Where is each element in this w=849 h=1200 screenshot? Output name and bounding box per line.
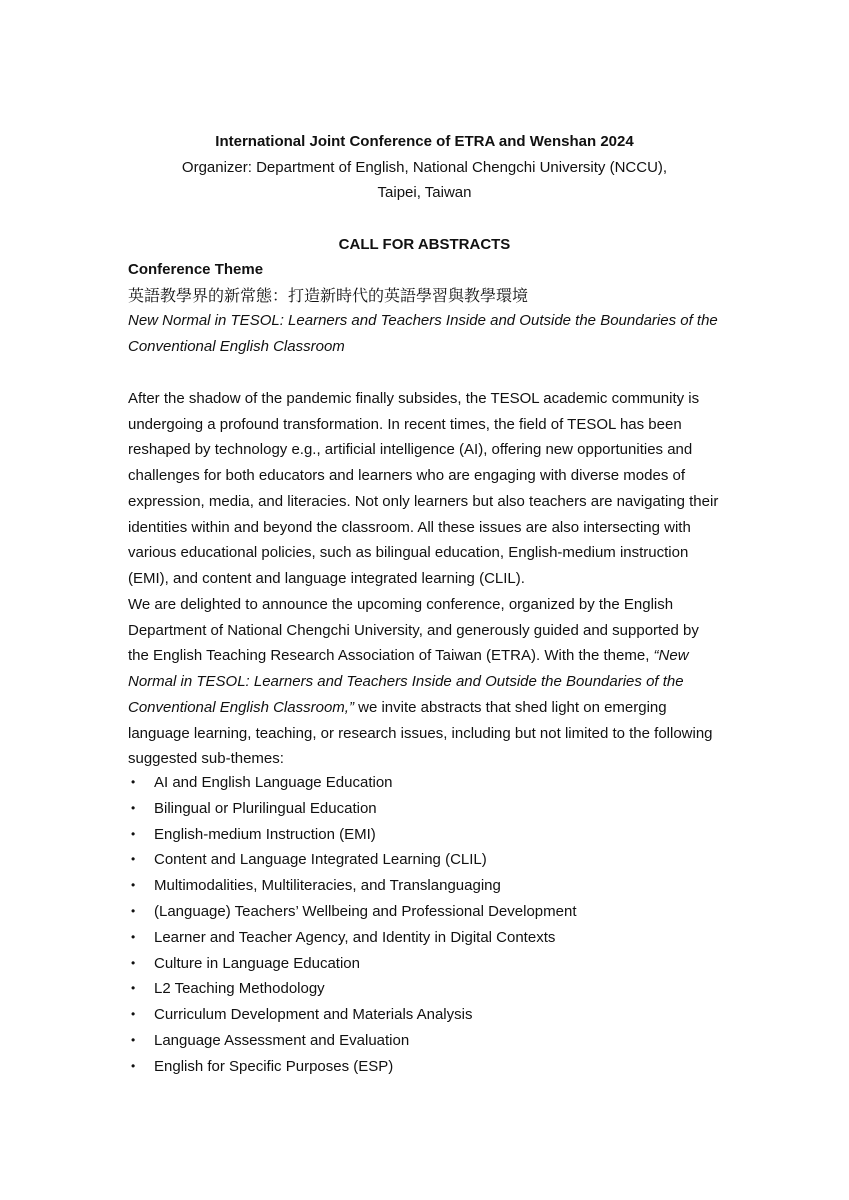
bullet-icon: • [131, 826, 136, 841]
list-item [128, 976, 728, 1002]
theme-chinese: 英語教學界的新常態：打造新時代的英語學習與教學環境 [128, 286, 529, 305]
subtheme-label: Content and Language Integrated Learning (CLIL) [154, 851, 487, 869]
subtheme-label: Curriculum Development and Materials Analysis [154, 1006, 473, 1024]
bullet-icon: • [131, 1007, 136, 1022]
intro-paragraph: After the shadow of the pandemic finally subsides, the TESOL academic community is undergoing a profound transformation. In recent times, the field of TESOL has been reshaped by technology e.g., artificial intelligence (AI), offering new opportunities and challenges for both educators and learners who are engaging with diverse modes of expression, media, and literacies. Not only learners but also teachers are navigating their identities within and beyond the classroom. All these issues are also intersecting with various educational policies, such as bilingual education, English-medium instruction (EMI), and content and language integrated learning (CLIL). [128, 390, 719, 587]
list-item [128, 1002, 728, 1028]
bullet-icon: • [131, 1032, 136, 1047]
announcement-text-start: We are delighted to announce the upcoming conference, organized by the English Department of National Chengchi University, and generously guided and supported by the English Teaching Research Association of Taiwan (ETRA). With the theme, [128, 596, 699, 665]
subtheme-label: Culture in Language Education [154, 954, 360, 972]
list-item [128, 925, 728, 951]
organizer-line-1: Organizer: Department of English, National Chengchi University (NCCU), [181, 159, 668, 176]
theme-label: Conference Theme [128, 261, 264, 278]
list-item [128, 847, 728, 873]
subtheme-label: English-medium Instruction (EMI) [154, 825, 376, 843]
announcement-paragraph [128, 592, 718, 772]
bullet-icon: • [131, 878, 136, 893]
bullet-icon: • [131, 955, 136, 970]
list-item [128, 951, 728, 977]
subtheme-label: (Language) Teachers’ Wellbeing and Professional Development [154, 902, 577, 920]
list-item [128, 822, 728, 848]
subtheme-label: Bilingual or Plurilingual Education [154, 799, 377, 817]
bullet-icon: • [131, 929, 136, 944]
subtheme-label: Multimodalities, Multiliteracies, and Translanguaging [154, 877, 501, 895]
subthemes-list [128, 770, 728, 1080]
bullet-icon: • [131, 1058, 136, 1073]
list-item [128, 899, 728, 925]
list-item [128, 873, 728, 899]
announcement-text-end: we invite abstracts that shed light on emerging language learning, teaching, or research issues, including but not limited to the following suggested sub-themes: [128, 698, 713, 768]
subtheme-label: Language Assessment and Evaluation [154, 1031, 410, 1049]
bullet-icon: • [131, 903, 136, 918]
subtheme-label: AI and English Language Education [154, 774, 393, 791]
list-item [128, 770, 728, 796]
subtheme-label: English for Specific Purposes (ESP) [154, 1057, 394, 1075]
announcement-theme-quote: “New Normal in TESOL: Learners and Teachers Inside and Outside the Boundaries of the Conventional English Classroom,” [128, 647, 689, 716]
list-item [128, 1028, 728, 1054]
subtheme-label: L2 Teaching Methodology [154, 980, 325, 998]
bullet-icon: • [131, 981, 136, 996]
organizer-line-2: Taipei, Taiwan [377, 184, 472, 201]
subtheme-label: Learner and Teacher Agency, and Identity in Digital Contexts [154, 928, 556, 946]
list-item [128, 796, 728, 822]
conference-title: International Joint Conference of ETRA and Wenshan 2024 [215, 133, 634, 150]
list-item [128, 1054, 728, 1080]
bullet-icon: • [131, 775, 136, 789]
call-heading: CALL FOR ABSTRACTS [338, 236, 511, 253]
theme-english: New Normal in TESOL: Learners and Teachers Inside and Outside the Boundaries of the Conventional English Classroom [128, 312, 718, 355]
bullet-icon: • [131, 852, 136, 867]
bullet-icon: • [131, 800, 136, 815]
